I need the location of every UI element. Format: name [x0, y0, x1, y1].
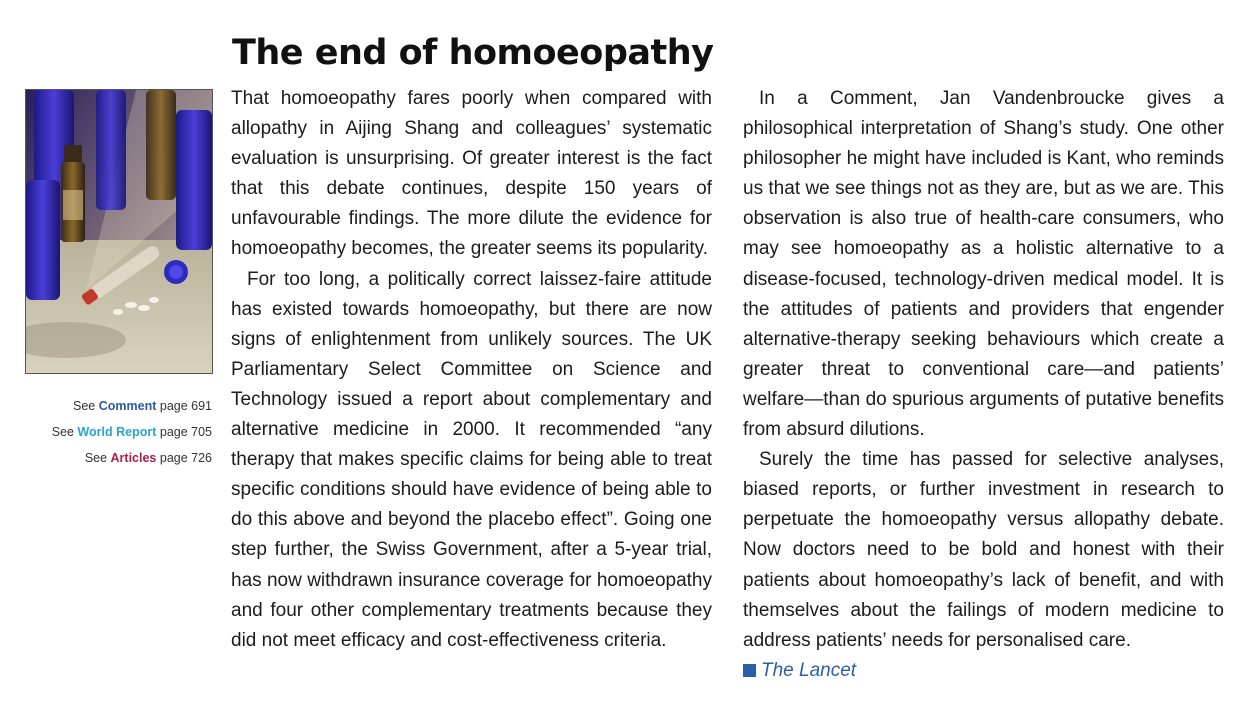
paragraph: In a Comment, Jan Vandenbroucke gives a philosophical interpretation of Shang’s study. One other philosopher he might have included is Kant, who reminds us that we see things not as they are, but as we are. This observation is also true of health-care consumers, who may see homoeopathy as a holistic alternative to a disease-focused, technology-driven medical model. It is the attitudes of patients and providers that engender alternative-therapy seeking behaviours which create a greater threat to conventional care—and patients’ welfare—than do spurious arguments of putative benefits from absurd dilutions.: [743, 88, 1224, 441]
crossref-world-report[interactable]: [0, 419, 212, 445]
crossref-page: page 705: [156, 425, 212, 439]
paragraph: Surely the time has passed for selective analyses, biased reports, or further investment in research to perpetuate the homoeopathy versus allopathy debate. Now doctors need to be bold and honest with their patients about homoeopathy’s lack of benefit, and with themselves about the failings of modern medicine to address patients’ needs for personalised care.: [743, 449, 1224, 651]
medicine-bottles-photo: [25, 89, 213, 374]
crossref-page: page 726: [156, 451, 212, 465]
crossref-comment[interactable]: [0, 393, 212, 419]
crossref-page: page 691: [156, 399, 212, 413]
paragraph: For too long, a politically correct laissez-faire attitude has existed towards homoeopathy, but there are now signs of enlightenment from unlikely sources. The UK Parliamentary Select Committee on Science and Technology issued a report about complementary and alternative medicine in 2000. It recommended “any therapy that makes specific claims for being able to treat specific conditions should have evidence of being able to do this above and beyond the placebo effect”. Going one step further, the Swiss Government, after a 5-year trial, has now withdrawn insurance coverage for homoeopathy and four other complementary treatments because they did not meet efficacy and cost-effectiveness criteria.: [231, 268, 712, 651]
crossref-prefix: See: [51, 425, 78, 439]
crossref-prefix: See: [84, 451, 111, 465]
body-column-left: [231, 84, 712, 656]
crossref-articles-label[interactable]: Articles: [110, 451, 157, 465]
crossref-comment-label[interactable]: Comment: [98, 399, 157, 413]
crossref-world-report-label[interactable]: World Report: [77, 425, 157, 439]
medicine-bottles-illustration: [26, 90, 212, 373]
body-column-right: [743, 84, 1224, 686]
paragraph: That homoeopathy fares poorly when compared with allopathy in Aijing Shang and colleagues’ systematic evaluation is unsurprising. Of greater interest is the fact that this debate continues, despite 150 years of unfavourable findings. The more dilute the evidence for homoeopathy becomes, the greater seems its popularity.: [231, 88, 712, 260]
signature-text: The Lancet: [761, 659, 857, 681]
article-title: The end of homoeopathy: [232, 33, 714, 74]
cross-references: [0, 393, 212, 471]
crossref-prefix: See: [73, 399, 99, 413]
signature: [743, 656, 1224, 686]
square-bullet-icon: [743, 664, 756, 677]
crossref-articles[interactable]: [0, 445, 212, 471]
